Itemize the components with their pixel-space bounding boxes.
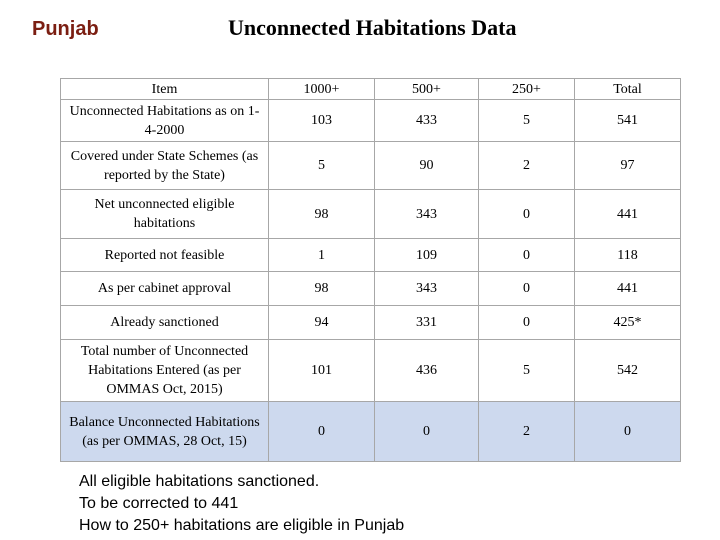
cell-500: 343 (375, 272, 479, 306)
cell-1000: 103 (269, 100, 375, 142)
note-line: To be corrected to 441 (79, 495, 239, 512)
col-header-250: 250+ (479, 79, 575, 100)
cell-250: 0 (479, 239, 575, 272)
row-item: Already sanctioned (61, 306, 269, 340)
cell-500: 436 (375, 340, 479, 402)
cell-1000: 1 (269, 239, 375, 272)
col-header-1000: 1000+ (269, 79, 375, 100)
col-header-item: Item (61, 79, 269, 100)
cell-total: 542 (575, 340, 681, 402)
cell-500: 331 (375, 306, 479, 340)
table-row (61, 340, 681, 402)
table-row (61, 239, 681, 272)
cell-total: 0 (575, 402, 681, 462)
cell-500: 433 (375, 100, 479, 142)
cell-1000: 98 (269, 272, 375, 306)
cell-1000: 5 (269, 142, 375, 190)
cell-total: 441 (575, 190, 681, 239)
table-row (61, 306, 681, 340)
notes (79, 471, 404, 537)
cell-total: 97 (575, 142, 681, 190)
cell-1000: 98 (269, 190, 375, 239)
cell-500: 109 (375, 239, 479, 272)
cell-total: 541 (575, 100, 681, 142)
col-header-500: 500+ (375, 79, 479, 100)
cell-250: 0 (479, 190, 575, 239)
row-item: As per cabinet approval (61, 272, 269, 306)
note-line: How to 250+ habitations are eligible in Punjab (79, 517, 405, 534)
row-item: Balance Unconnected Habitations (as per OMMAS, 28 Oct, 15) (61, 402, 269, 462)
cell-500: 90 (375, 142, 479, 190)
row-item: Total number of Unconnected Habitations Entered (as per OMMAS Oct, 2015) (61, 340, 269, 402)
row-item: Reported not feasible (61, 239, 269, 272)
table-row (61, 190, 681, 239)
cell-1000: 94 (269, 306, 375, 340)
state-name: Punjab (32, 18, 99, 40)
table-row (61, 100, 681, 142)
cell-250: 5 (479, 100, 575, 142)
cell-1000: 0 (269, 402, 375, 462)
cell-500: 0 (375, 402, 479, 462)
cell-250: 0 (479, 272, 575, 306)
row-item: Unconnected Habitations as on 1-4-2000 (61, 100, 269, 142)
table-row (61, 272, 681, 306)
cell-250: 5 (479, 340, 575, 402)
row-item: Covered under State Schemes (as reported by the State) (61, 142, 269, 190)
habitations-table (60, 78, 681, 462)
row-item: Net unconnected eligible habitations (61, 190, 269, 239)
table-header-row (61, 79, 681, 100)
cell-1000: 101 (269, 340, 375, 402)
cell-total: 118 (575, 239, 681, 272)
cell-250: 2 (479, 402, 575, 462)
cell-total: 441 (575, 272, 681, 306)
note-line: All eligible habitations sanctioned. (79, 473, 320, 490)
cell-total: 425* (575, 306, 681, 340)
cell-500: 343 (375, 190, 479, 239)
cell-250: 0 (479, 306, 575, 340)
table-row-highlighted (61, 402, 681, 462)
col-header-total: Total (575, 79, 681, 100)
cell-250: 2 (479, 142, 575, 190)
table-row (61, 142, 681, 190)
page-title: Unconnected Habitations Data (228, 15, 517, 40)
